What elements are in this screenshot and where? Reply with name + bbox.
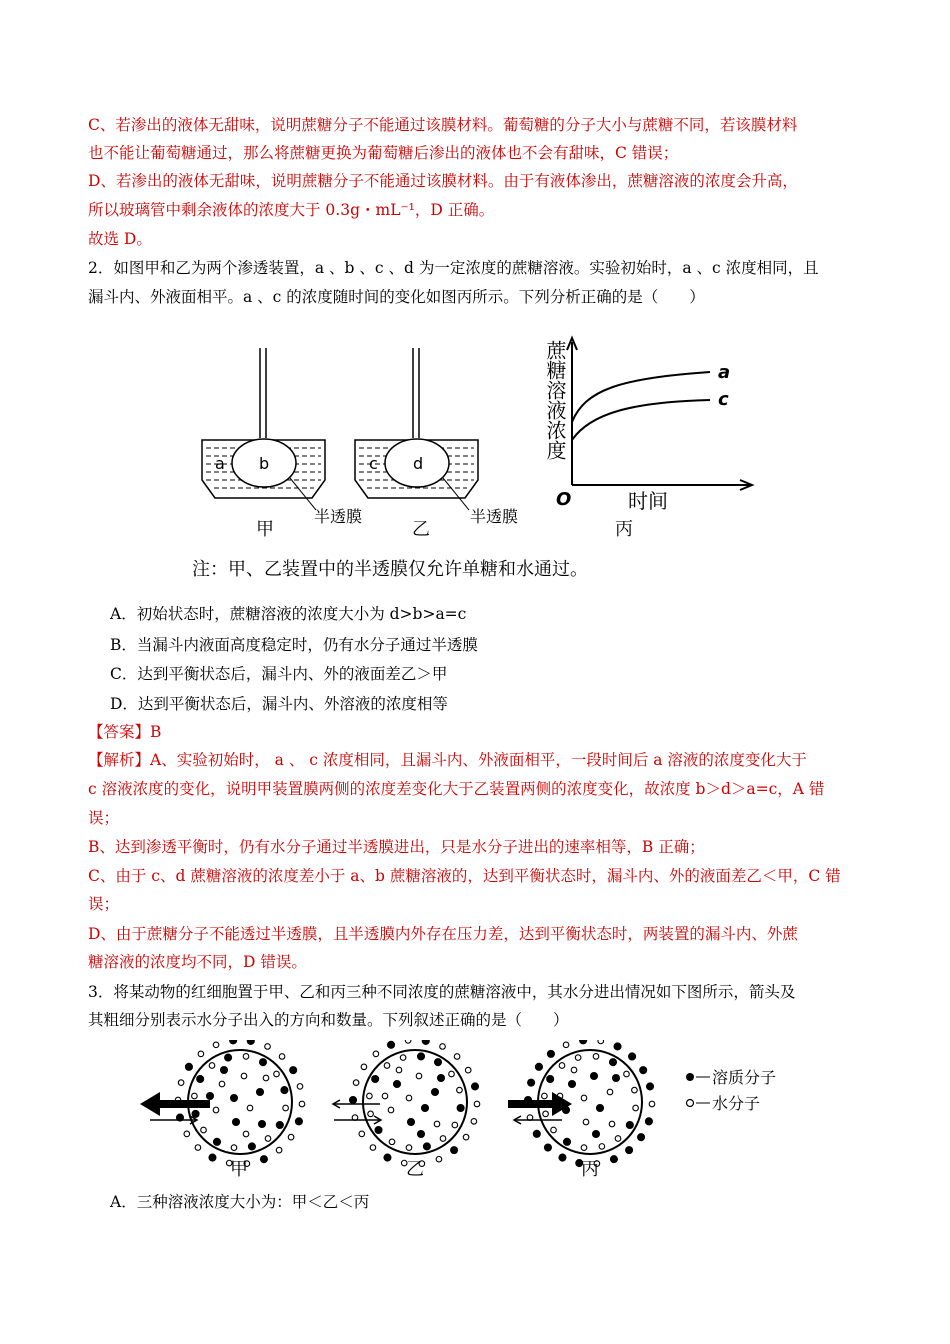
solute-molecule	[626, 1147, 633, 1154]
water-molecule	[201, 1127, 207, 1133]
water-molecule	[581, 1145, 587, 1151]
solute-molecule	[597, 1105, 604, 1112]
solute-molecule	[408, 1119, 415, 1126]
solute-molecule	[259, 1121, 266, 1128]
water-molecule	[195, 1145, 201, 1151]
curve-a	[572, 372, 710, 422]
solute-molecule	[580, 1040, 587, 1044]
water-molecule	[615, 1136, 621, 1142]
solute-molecule	[535, 1063, 542, 1070]
water-molecule	[400, 1055, 406, 1061]
solute-molecule	[547, 1050, 554, 1057]
water-molecule	[276, 1147, 282, 1153]
solute-molecule	[221, 1067, 228, 1074]
water-molecule	[406, 1095, 412, 1101]
solute-molecule	[418, 1053, 425, 1060]
solute-molecule	[438, 1075, 445, 1082]
solute-molecule	[593, 1131, 600, 1138]
cell-yi	[350, 1040, 480, 1166]
water-molecule	[274, 1071, 280, 1077]
water-molecule	[649, 1101, 655, 1107]
xlabel: 时间	[628, 489, 668, 513]
legend-solute-icon	[686, 1073, 694, 1081]
solute-molecule	[257, 1089, 264, 1096]
solute-molecule	[260, 1156, 267, 1163]
q2-option-d: D．达到平衡状态后，漏斗内、外溶液的浓度相等	[110, 695, 448, 713]
water-molecule	[396, 1067, 402, 1073]
label-b: b	[259, 454, 270, 473]
water-molecule	[624, 1071, 630, 1077]
solute-molecule	[591, 1073, 598, 1080]
water-molecule	[457, 1087, 463, 1093]
water-molecule	[593, 1054, 599, 1060]
water-molecule	[283, 1105, 289, 1111]
solute-molecule	[547, 1076, 554, 1083]
solute-molecule	[569, 1081, 576, 1088]
q2-stem-line2: 漏斗内、外液面相平。a 、c 的浓度随时间的变化如图丙所示。下列分析正确的是（ ）	[88, 288, 705, 306]
solute-molecule	[422, 1105, 429, 1112]
solute-molecule	[276, 1122, 283, 1129]
water-molecule	[471, 1119, 477, 1125]
label-a: a	[215, 454, 225, 473]
solute-molecule	[375, 1127, 382, 1134]
water-molecule	[405, 1040, 411, 1043]
water-molecule	[454, 1054, 460, 1060]
water-molecule	[213, 1107, 219, 1113]
solute-molecule	[225, 1054, 232, 1061]
water-molecule	[575, 1055, 581, 1061]
water-molecule	[241, 1073, 247, 1079]
q2-option-c: C．达到平衡状态后，漏斗内、外的液面差乙＞甲	[110, 665, 448, 683]
q2-stem-line1: 2．如图甲和乙为两个渗透装置，a 、b 、c 、d 为一定浓度的蔗糖溶液。实验初始时，a 、c 浓度相同，且	[88, 259, 819, 277]
solute-molecule	[290, 1067, 297, 1074]
label-d: d	[413, 454, 424, 473]
solute-molecule	[247, 1040, 254, 1044]
water-molecule	[382, 1093, 388, 1099]
legend-water-label: 水分子	[712, 1094, 761, 1113]
water-molecule	[543, 1111, 549, 1117]
water-molecule	[373, 1051, 379, 1057]
solute-molecule	[233, 1119, 240, 1126]
curve-a-label: a	[718, 362, 731, 383]
solute-molecule	[422, 1040, 429, 1044]
water-molecule	[367, 1093, 373, 1099]
water-molecule	[465, 1067, 471, 1073]
water-molecule	[265, 1044, 271, 1050]
membrane-label-jia: 半透膜	[314, 507, 363, 526]
water-molecule	[178, 1080, 184, 1086]
solute-molecule	[640, 1067, 647, 1074]
water-molecule	[463, 1134, 469, 1140]
membrane-label-yi: 半透膜	[470, 507, 519, 526]
water-molecule	[384, 1063, 390, 1069]
water-molecule	[353, 1080, 359, 1086]
solute-molecule	[472, 1083, 479, 1090]
label-jia: 甲	[256, 519, 274, 540]
arrow-jia-out	[140, 1092, 210, 1116]
solute-molecule	[544, 1144, 551, 1151]
q3-stem-line1: 3．将某动物的红细胞置于甲、乙和丙三种不同浓度的蔗糖溶液中，其水分进出情况如下图所示，箭头及	[88, 983, 796, 1001]
solute-molecule	[432, 1089, 439, 1096]
water-molecule	[192, 1093, 198, 1099]
solute-molecule	[207, 1093, 214, 1100]
solute-molecule	[647, 1083, 654, 1090]
water-molecule	[209, 1063, 215, 1069]
water-molecule	[599, 1144, 605, 1150]
q3-option-a: A．三种溶液浓度大小为：甲＜乙＜丙	[110, 1193, 370, 1211]
solute-molecule	[281, 1087, 288, 1094]
apparatus-yi	[355, 348, 478, 510]
q2-explanation-line8: 糖溶液的浓度均不同，D 错误。	[88, 953, 307, 971]
water-molecule	[583, 1119, 589, 1125]
q2-answer: 【答案】B	[88, 723, 162, 741]
water-molecule	[607, 1089, 613, 1095]
solute-molecule	[457, 1105, 464, 1112]
label-c: c	[369, 454, 378, 473]
solute-molecule	[435, 1059, 442, 1066]
water-molecule	[368, 1111, 374, 1117]
solute-molecule	[185, 1063, 192, 1070]
solute-molecule	[613, 1075, 620, 1082]
water-molecule	[406, 1145, 412, 1151]
solute-molecule	[626, 1122, 633, 1129]
solute-molecule	[192, 1110, 199, 1117]
prev-explanation-c-line2: 也不能让葡萄糖通过，那么将蔗糖更换为葡萄糖后渗出的液体也不会有甜味，C 错误；	[88, 144, 679, 162]
label-bing: 丙	[615, 519, 633, 540]
q2-option-a: A．初始状态时，蔗糖溶液的浓度大小为 d>b>a=c	[110, 605, 467, 623]
label-yi: 乙	[412, 519, 430, 540]
solute-molecule	[645, 1118, 652, 1125]
prev-explanation-c-line1: C、若渗出的液体无甜味，说明蔗糖分子不能通过该膜材料。葡萄糖的分子大小与蔗糖不同，若该膜材料	[88, 116, 798, 134]
q2-figure	[180, 330, 770, 590]
water-molecule	[440, 1136, 446, 1142]
water-molecule	[243, 1054, 249, 1060]
water-molecule	[434, 1121, 440, 1127]
solute-molecule	[231, 1095, 238, 1102]
q2-explanation-line2: c 溶液浓度的变化，说明甲装置膜两侧的浓度差变化大于乙装置两侧的浓度变化，故浓度 b＞d＞a=c，A 错	[88, 780, 825, 798]
water-molecule	[542, 1093, 548, 1099]
water-molecule	[297, 1084, 303, 1090]
solute-molecule	[197, 1076, 204, 1083]
solute-molecule	[209, 1154, 216, 1161]
water-molecule	[361, 1064, 367, 1070]
water-molecule	[389, 1139, 395, 1145]
solute-molecule	[451, 1147, 458, 1154]
solute-molecule	[418, 1131, 425, 1138]
water-molecule	[265, 1136, 271, 1142]
solute-molecule	[214, 1138, 221, 1145]
water-molecule	[633, 1105, 639, 1111]
water-molecule	[563, 1042, 569, 1048]
prev-choice: 故选 D。	[88, 230, 152, 248]
solute-molecule	[614, 1043, 621, 1050]
arrow-bing-out	[514, 1116, 562, 1124]
solute-molecule	[260, 1059, 267, 1066]
water-molecule	[416, 1073, 422, 1079]
curve-c	[572, 400, 710, 440]
water-molecule	[219, 1081, 225, 1087]
water-molecule	[198, 1051, 204, 1057]
ylabel: 蔗糖溶液浓度	[543, 340, 567, 460]
q3-figure	[130, 1040, 830, 1190]
water-molecule	[571, 1067, 577, 1073]
q2-option-b: B．当漏斗内液面高度稳定时，仍有水分子通过半透膜	[110, 636, 478, 654]
water-molecule	[581, 1095, 587, 1101]
water-molecule	[598, 1040, 604, 1044]
solute-molecule	[350, 1097, 357, 1104]
origin-label: O	[556, 489, 572, 510]
solute-molecule	[230, 1040, 237, 1044]
q2-explanation-line1: 【解析】A、实验初始时， a 、 c 浓度相同，且漏斗内、外液面相平，一段时间后 a 溶液的浓度变化大于	[88, 751, 807, 769]
legend	[686, 1068, 776, 1113]
q2-explanation-line7: D、由于蔗糖分子不能透过半透膜，且半透膜内外存在压力差，达到平衡状态时，两装置的漏斗内、外蔗	[88, 925, 798, 943]
water-molecule	[247, 1105, 253, 1111]
water-molecule	[436, 1156, 442, 1162]
solute-molecule	[638, 1134, 645, 1141]
solute-molecule	[533, 1130, 540, 1137]
label-jia: 甲	[230, 1159, 248, 1180]
prev-explanation-d-line2: 所以玻璃管中剩余液体的浓度大于 0.3g・mL⁻¹，D 正确。	[88, 201, 495, 219]
solute-molecule	[295, 1118, 302, 1125]
water-molecule	[299, 1101, 305, 1107]
water-molecule	[474, 1101, 480, 1107]
graph-bing	[567, 338, 752, 490]
water-molecule	[288, 1134, 294, 1140]
solute-molecule	[372, 1076, 379, 1083]
solute-molecule	[610, 1059, 617, 1066]
water-molecule	[559, 1063, 565, 1069]
solute-molecule	[388, 1041, 395, 1048]
water-molecule	[263, 1075, 269, 1081]
label-yi: 乙	[406, 1159, 424, 1180]
prev-explanation-d-line1: D、若渗出的液体无甜味，说明蔗糖分子不能通过该膜材料。由于有液体渗出，蔗糖溶液的浓度会升高，	[88, 172, 798, 190]
solute-molecule	[629, 1053, 636, 1060]
apparatus-jia	[202, 348, 325, 510]
water-molecule	[440, 1044, 446, 1050]
water-molecule	[609, 1121, 615, 1127]
solute-molecule	[559, 1154, 566, 1161]
water-molecule	[184, 1131, 190, 1137]
solute-molecule	[528, 1079, 535, 1086]
water-molecule	[243, 1131, 249, 1137]
water-molecule	[449, 1071, 455, 1077]
solute-molecule	[248, 1143, 255, 1150]
water-molecule	[452, 1122, 458, 1128]
label-bing: 丙	[581, 1159, 599, 1180]
q2-explanation-line4: B、达到渗透平衡时，仍有水分子通过半透膜进出，只是水分子进出的速率相等，B 正确；	[88, 838, 705, 856]
q2-explanation-line3: 误；	[88, 809, 120, 827]
solute-molecule	[564, 1138, 571, 1145]
water-molecule	[231, 1145, 237, 1151]
solute-molecule	[384, 1154, 391, 1161]
q2-figure-note: 注：甲、乙装置中的半透膜仅允许单糖和水通过。	[192, 559, 588, 580]
solute-molecule	[394, 1081, 401, 1088]
solute-molecule	[423, 1143, 430, 1150]
solute-molecule	[610, 1156, 617, 1163]
water-molecule	[551, 1127, 557, 1133]
q2-explanation-line6: 误；	[88, 895, 120, 913]
water-molecule	[213, 1042, 219, 1048]
legend-solute-label: 溶质分子	[712, 1068, 777, 1087]
curve-c-label: c	[718, 389, 729, 410]
water-molecule	[632, 1087, 638, 1093]
legend-water-icon	[687, 1100, 694, 1107]
water-molecule	[359, 1131, 365, 1137]
water-molecule	[370, 1145, 376, 1151]
q2-explanation-line5: C、由于 c、d 蔗糖溶液的浓度差小于 a、b 蔗糖溶液的，达到平衡状态时，漏斗内、外的液面差乙＜甲，C 错	[88, 867, 841, 885]
q3-stem-line2: 其粗细分别表示水分子出入的方向和数量。下列叙述正确的是（ ）	[88, 1011, 569, 1029]
water-molecule	[388, 1107, 394, 1113]
water-molecule	[279, 1054, 285, 1060]
